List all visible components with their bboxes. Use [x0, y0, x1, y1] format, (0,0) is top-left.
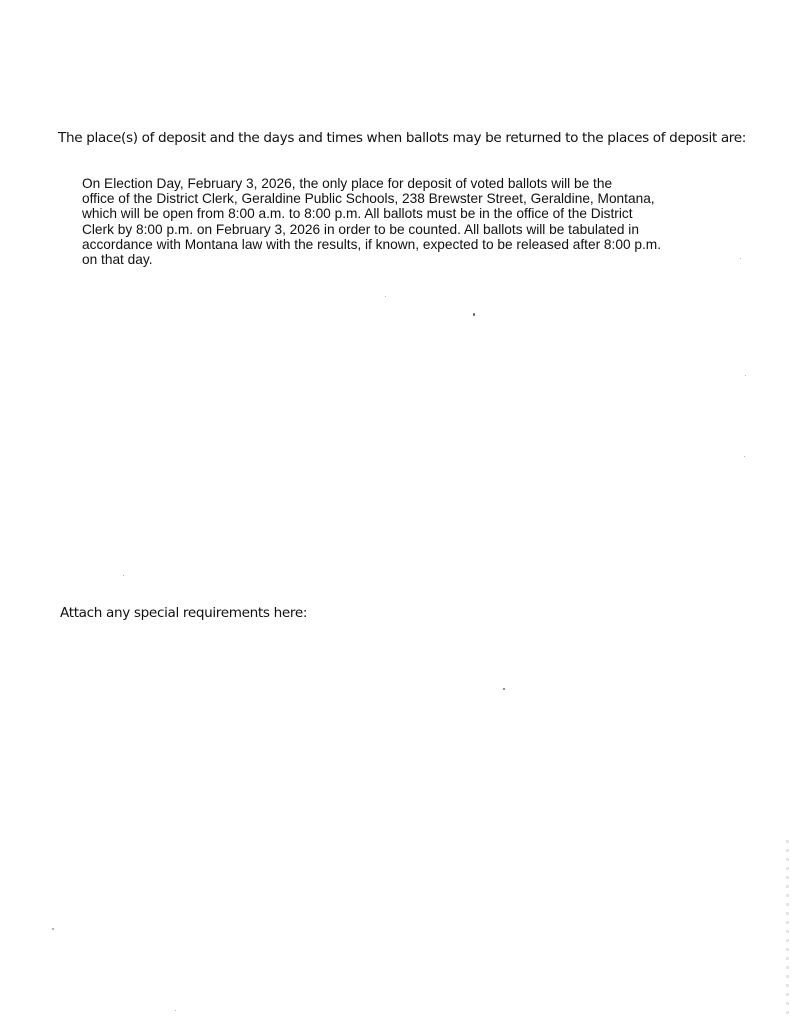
scan-speck	[123, 575, 124, 576]
paragraph-line: Clerk by 8:00 p.m. on February 3, 2026 in order to be counted. All ballots will be tabulated in	[82, 221, 639, 237]
election-day-deposit-paragraph	[82, 176, 722, 267]
scan-speck	[52, 928, 54, 930]
paragraph-line: accordance with Montana law with the results, if known, expected to be released after 8:00 p.m.	[82, 236, 661, 252]
scan-speck	[745, 375, 746, 376]
scan-speck	[744, 456, 745, 457]
paragraph-line: On Election Day, February 3, 2026, the only place for deposit of voted ballots will be the	[82, 176, 613, 191]
scan-speck	[503, 688, 505, 690]
deposit-places-heading: The place(s) of deposit and the days and times when ballots may be returned to the places of deposit are:	[58, 130, 746, 146]
paragraph-line: on that day.	[82, 252, 153, 268]
scan-edge-marks	[786, 840, 789, 1020]
scan-speck	[175, 1010, 176, 1011]
special-requirements-label: Attach any special requirements here:	[60, 605, 308, 621]
scan-speck	[473, 313, 475, 316]
scan-speck	[740, 258, 741, 259]
scan-speck	[385, 296, 386, 297]
paragraph-line: office of the District Clerk, Geraldine Public Schools, 238 Brewster Street, Geraldine, Montana,	[82, 191, 655, 207]
paragraph-line: which will be open from 8:00 a.m. to 8:00 p.m. All ballots must be in the office of the District	[82, 206, 633, 222]
